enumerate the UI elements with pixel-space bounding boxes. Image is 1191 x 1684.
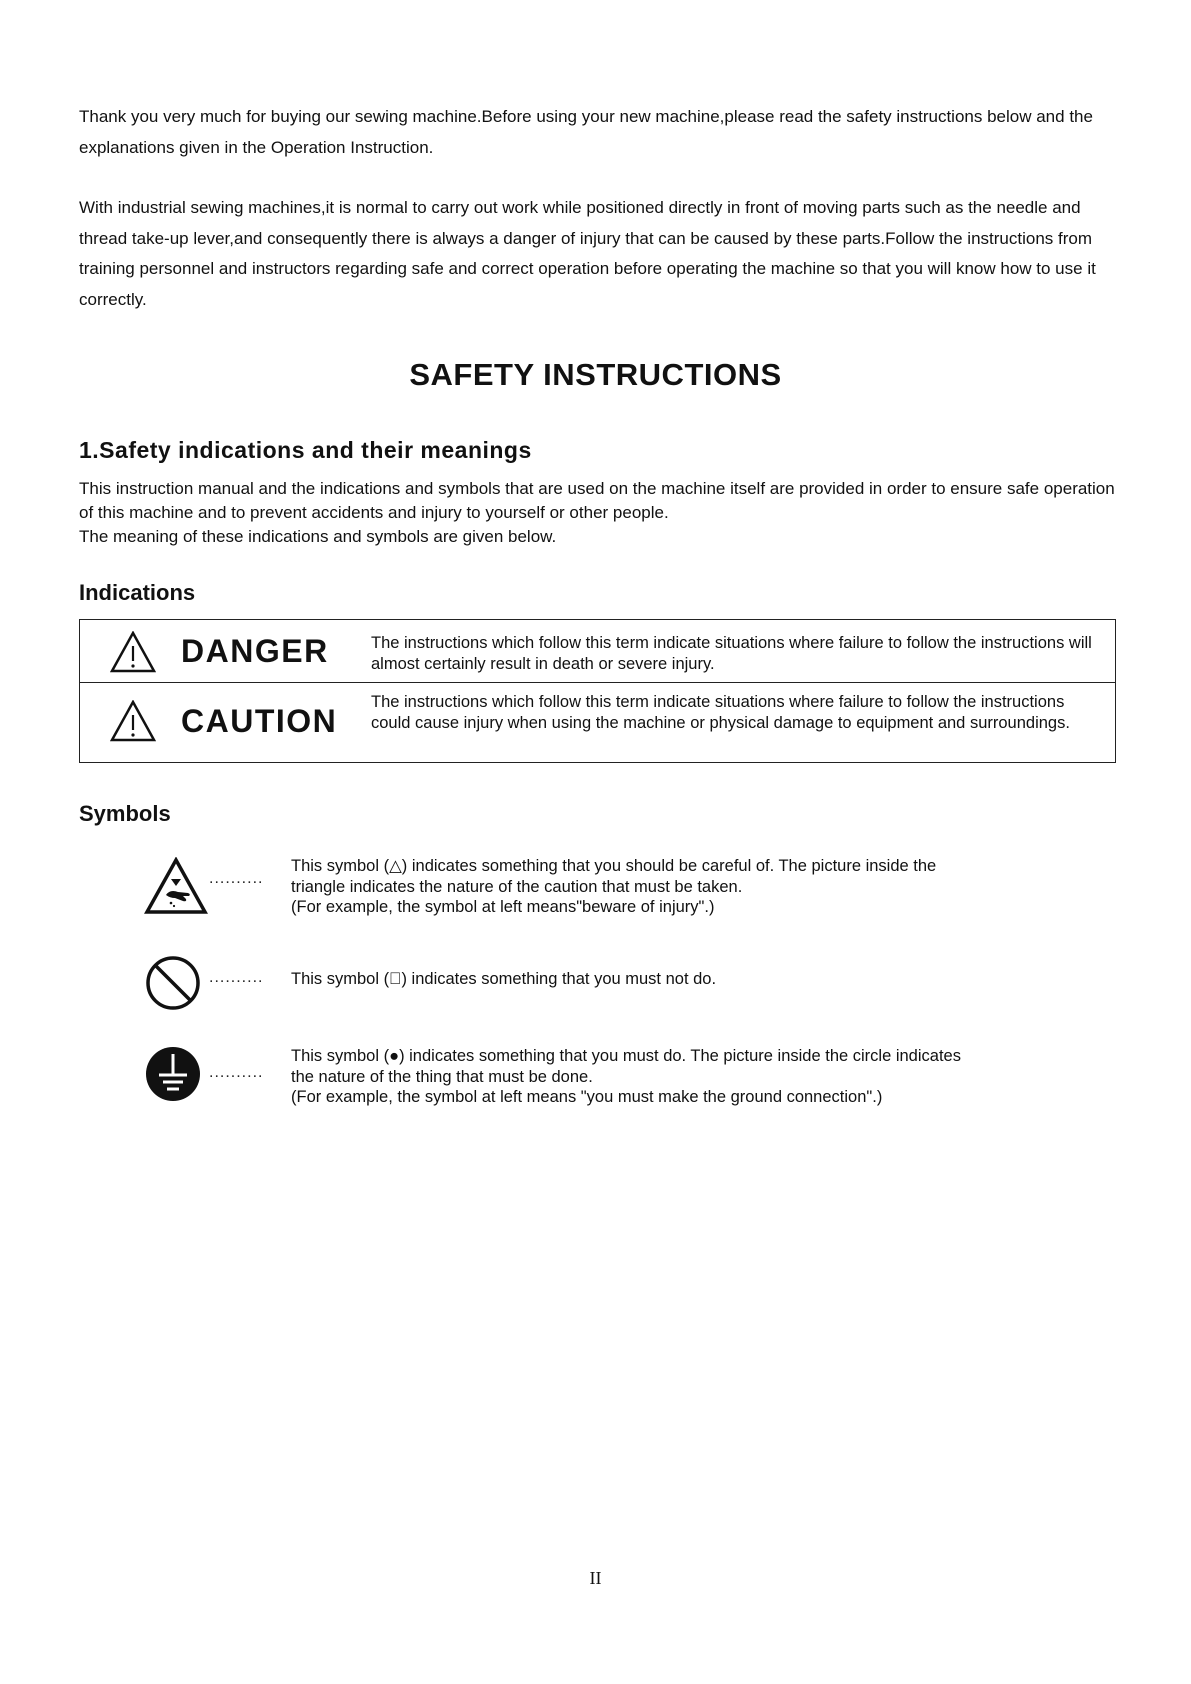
leader-dots: .......... (209, 969, 264, 986)
indication-row-caution (80, 682, 1115, 762)
section-body (79, 477, 1119, 549)
symbols-heading: Symbols (79, 801, 171, 826)
intro-paragraph-2: With industrial sewing machines,it is normal to carry out work while positioned directly in front of moving parts such as the needle and thread take-up lever,and consequently there is always a danger of injury that can be caused by these parts.Follow the instructions from training personnel and instructors regarding safe and correct operation before operating the machine so that you will know how to use it correctly. (79, 198, 1096, 309)
indication-row-danger (80, 620, 1115, 682)
warning-triangle-icon (110, 700, 156, 747)
symbol-caution-line-3: (For example, the symbol at left means"beware of injury".) (291, 898, 715, 916)
leader-dots: .......... (209, 1064, 264, 1081)
page-title: SAFETY INSTRUCTIONS (409, 357, 782, 392)
symbol-caution-text (291, 856, 1091, 918)
ground-connection-icon (144, 1045, 202, 1108)
indications-table (79, 619, 1116, 763)
indication-desc-danger: The instructions which follow this term indicate situations where failure to follow the instructions will almost certainly result in death or severe injury. (371, 634, 1092, 673)
symbol-ground-text (291, 1046, 1091, 1108)
page-number: II (589, 1568, 602, 1588)
indication-label-danger: DANGER (181, 633, 329, 669)
section-heading: 1.Safety indications and their meanings (79, 437, 532, 463)
symbol-caution-line-1: This symbol (△) indicates something that you should be careful of. The picture inside the (291, 857, 937, 875)
leader-dots: .......... (209, 870, 264, 887)
indication-label-caution: CAUTION (181, 703, 338, 739)
section-body-line-1: This instruction manual and the indications and symbols that are used on the machine itself are provided in order to ensure safe operation of this machine and to prevent accidents and injury to yourself or other people. (79, 479, 1115, 522)
indications-heading: Indications (79, 580, 196, 605)
warning-triangle-icon (110, 631, 156, 678)
prohibition-circle-icon (144, 954, 202, 1017)
section-body-line-2: The meaning of these indications and symbols are given below. (79, 527, 557, 546)
symbol-ground-line-1: This symbol (●) indicates something that you must do. The picture inside the circle indicates (291, 1047, 961, 1065)
indication-desc-caution: The instructions which follow this term indicate situations where failure to follow the instructions could cause injury when using the machine or physical damage to equipment and surroundings. (371, 693, 1070, 732)
symbol-prohibition-line-1: This symbol (⃠) indicates something that you must not do. (291, 970, 717, 988)
intro-paragraph-1: Thank you very much for buying our sewing machine.Before using your new machine,please read the safety instructions below and the explanations given in the Operation Instruction. (79, 107, 1093, 157)
symbol-ground-line-3: (For example, the symbol at left means "you must make the ground connection".) (291, 1088, 883, 1106)
symbol-prohibition-text (291, 969, 1091, 990)
hand-injury-triangle-icon (144, 857, 208, 920)
symbol-ground-line-2: the nature of the thing that must be done. (291, 1067, 593, 1086)
symbol-caution-line-2: triangle indicates the nature of the caution that must be taken. (291, 877, 743, 896)
